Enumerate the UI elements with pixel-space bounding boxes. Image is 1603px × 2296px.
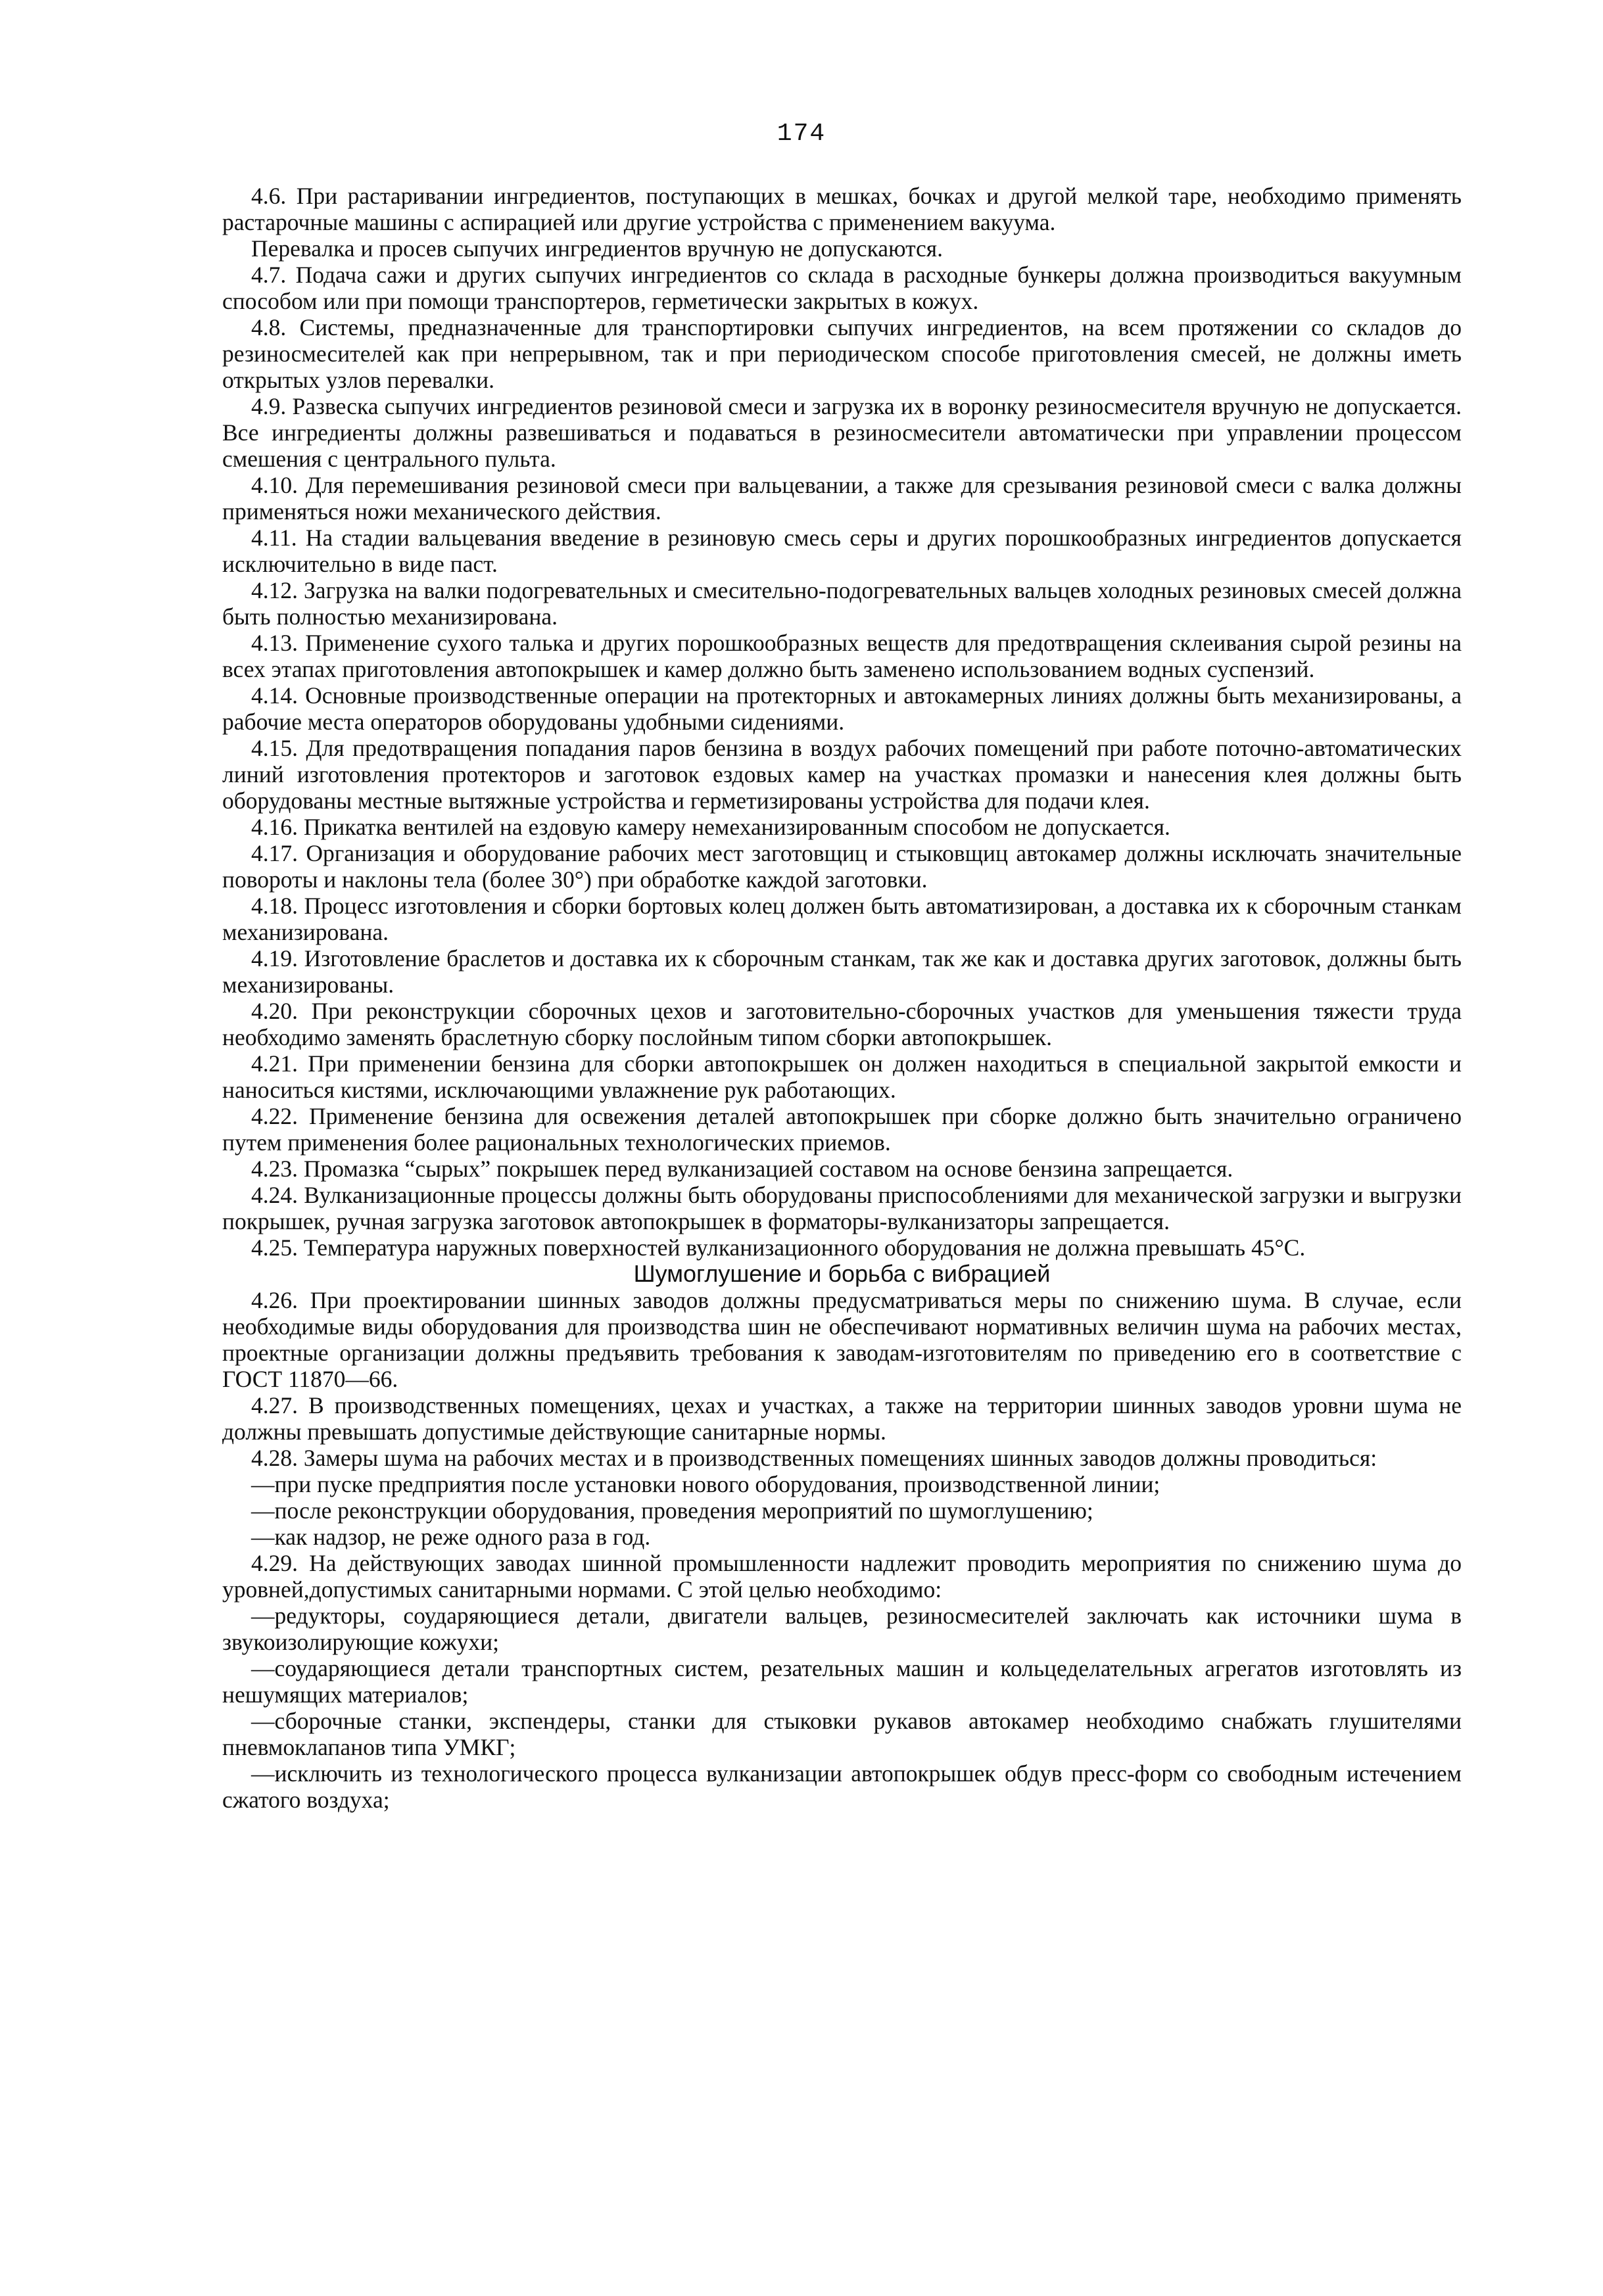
list-item: —исключить из технологического процесса вулканизации автопокрышек обдув пресс-форм со свободным истечением сжатого воздуха; (222, 1760, 1462, 1813)
paragraph-4-6: 4.6. При растаривании ингредиентов, поступающих в мешках, бочках и другой мелкой таре, необходимо применять растарочные машины с аспирацией или другие устройства с применением вакуума. (222, 183, 1462, 235)
list-item: —как надзор, не реже одного раза в год. (251, 1524, 651, 1550)
paragraph-4-22: 4.22. Применение бензина для освежения деталей автопокрышек при сборке должно быть значительно ограничено путем применения более рациональных технологических приемов. (222, 1103, 1462, 1156)
list-item: —редукторы, соударяющиеся детали, двигатели вальцев, резиносмесителей заключать как источники шума в звукоизолирующие кожухи; (222, 1603, 1462, 1655)
paragraph-4-19: 4.19. Изготовление браслетов и доставка их к сборочным станкам, так же как и доставка других заготовок, должны быть механизированы. (222, 945, 1462, 998)
list-item: —при пуске предприятия после установки нового оборудования, производственной линии; (251, 1471, 1160, 1497)
paragraph-4-17: 4.17. Организация и оборудование рабочих мест заготовщиц и стыковщиц автокамер должны исключать значительные повороты и наклоны тела (более 30°) при обработке каждой заготовки. (222, 840, 1462, 893)
list-item: —сборочные станки, экспендеры, станки для стыковки рукавов автокамер необходимо снабжать глушителями пневмоклапанов типа УМКГ; (222, 1708, 1462, 1760)
paragraph-4-8: 4.8. Системы, предназначенные для транспортировки сыпучих ингредиентов, на всем протяжении со складов до резиносмесителей как при непрерывном, так и при периодическом способе приготовления смесей, не должны иметь открытых узлов перевалки. (222, 314, 1462, 393)
paragraph-4-15: 4.15. Для предотвращения попадания паров бензина в воздух рабочих помещений при работе поточно-автоматических линий изготовления протекторов и заготовок ездовых камер на участках промазки и нанесения клея должны быть оборудованы местные вытяжные устройства и герметизированы устройства для подачи клея. (222, 735, 1462, 814)
paragraph-4-11: 4.11. На стадии вальцевания введение в резиновую смесь серы и других порошкообразных ингредиентов допускается исключительно в виде паст. (222, 525, 1462, 577)
page-number: 174 (777, 120, 826, 148)
paragraph-4-7: 4.7. Подача сажи и других сыпучих ингредиентов со склада в расходные бункеры должна производиться вакуумным способом или при помощи транспортеров, герметически закрытых в кожух. (222, 262, 1462, 314)
paragraph-4-16: 4.16. Прикатка вентилей на ездовую камеру немеханизированным способом не допускается. (251, 814, 1170, 840)
document-body (222, 183, 1462, 1813)
paragraph-4-13: 4.13. Применение сухого талька и других порошкообразных веществ для предотвращения склеивания сырой резины на всех этапах приготовления автопокрышек и камер должно быть заменено использованием водных суспензий. (222, 630, 1462, 682)
paragraph-4-21: 4.21. При применении бензина для сборки автопокрышек он должен находиться в специальной закрытой емкости и наноситься кистями, исключающими увлажнение рук работающих. (222, 1050, 1462, 1103)
list-item: —соударяющиеся детали транспортных систем, резательных машин и кольцеделательных агрегатов изготовлять из нешумящих материалов; (222, 1655, 1462, 1708)
paragraph-4-12: 4.12. Загрузка на валки подогревательных и смесительно-подогревательных вальцев холодных резиновых смесей должна быть полностью механизирована. (222, 577, 1462, 630)
paragraph-4-26: 4.26. При проектировании шинных заводов должны предусматриваться меры по снижению шума. В случае, если необходимые виды оборудования для производства шин не обеспечивают нормативных величин шума на рабочих местах, проектные организации должны предъявить требования к заводам-изготовителям по приведению его в соответствие с ГОСТ 11870—66. (222, 1287, 1462, 1392)
paragraph-4-27: 4.27. В производственных помещениях, цехах и участках, а также на территории шинных заводов уровни шума не должны превышать допустимые действующие санитарные нормы. (222, 1392, 1462, 1445)
list-item: —после реконструкции оборудования, проведения мероприятий по шумоглушению; (251, 1497, 1093, 1524)
paragraph-4-10: 4.10. Для перемешивания резиновой смеси при вальцевании, а также для срезывания резиновой смеси с валка должны применяться ножи механического действия. (222, 472, 1462, 525)
paragraph-4-6-cont: Перевалка и просев сыпучих ингредиентов вручную не допускаются. (251, 235, 943, 262)
paragraph-4-28: 4.28. Замеры шума на рабочих местах и в производственных помещениях шинных заводов должны проводиться: (251, 1445, 1377, 1471)
paragraph-4-23: 4.23. Промазка “сырых” покрышек перед вулканизацией составом на основе бензина запрещается. (251, 1156, 1233, 1182)
paragraph-4-25: 4.25. Температура наружных поверхностей вулканизационного оборудования не должна превышать 45°C. (251, 1234, 1306, 1261)
paragraph-4-29: 4.29. На действующих заводах шинной промышленности надлежит проводить мероприятия по снижению шума до уровней,допустимых санитарными нормами. С этой целью необходимо: (222, 1550, 1462, 1603)
section-heading: Шумоглушение и борьба с вибрацией (633, 1260, 1051, 1287)
paragraph-4-9: 4.9. Развеска сыпучих ингредиентов резиновой смеси и загрузка их в воронку резиносмесителя вручную не допускается. Все ингредиенты должны развешиваться и подаваться в резиносмесители автоматически при управлении процессом смешения с центрального пульта. (222, 393, 1462, 472)
paragraph-4-18: 4.18. Процесс изготовления и сборки бортовых колец должен быть автоматизирован, а доставка их к сборочным станкам механизирована. (222, 893, 1462, 945)
paragraph-4-20: 4.20. При реконструкции сборочных цехов и заготовительно-сборочных участков для уменьшения тяжести труда необходимо заменять браслетную сборку послойным типом сборки автопокрышек. (222, 998, 1462, 1050)
paragraph-4-24: 4.24. Вулканизационные процессы должны быть оборудованы приспособлениями для механической загрузки и выгрузки покрышек, ручная загрузка заготовок автопокрышек в форматоры-вулканизаторы запрещается. (222, 1182, 1462, 1234)
paragraph-4-14: 4.14. Основные производственные операции на протекторных и автокамерных линиях должны быть механизированы, а рабочие места операторов оборудованы удобными сидениями. (222, 682, 1462, 735)
